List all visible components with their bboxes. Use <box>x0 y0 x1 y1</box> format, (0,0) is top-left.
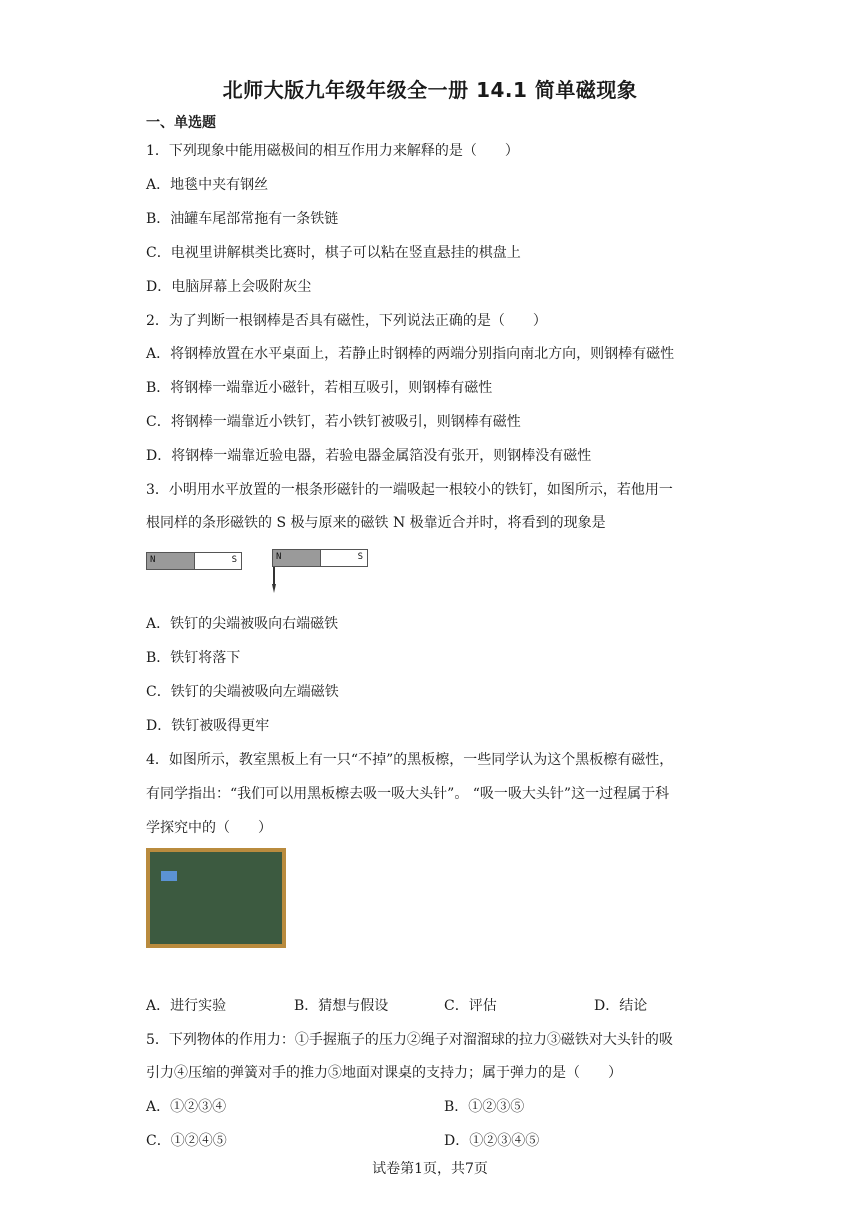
question-5-option-b: B．①②③⑤ <box>444 1099 525 1115</box>
section-heading: 一、单选题 <box>146 115 216 131</box>
question-3-option-b: B．铁钉将落下 <box>146 650 241 666</box>
question-3-option-c: C．铁钉的尖端被吸向左端磁铁 <box>146 684 339 700</box>
iron-nail-icon <box>270 566 282 594</box>
eraser-icon <box>161 871 177 881</box>
question-4-option-a: A．进行实验 <box>146 998 227 1014</box>
page-footer: 试卷第1页，共7页 <box>372 1161 488 1177</box>
question-3-stem-line-1: 3．小明用水平放置的一根条形磁针的一端吸起一根较小的铁钉，如图所示，若他用一 <box>146 482 673 498</box>
question-2-option-b: B．将钢棒一端靠近小磁针，若相互吸引，则钢棒有磁性 <box>146 380 493 396</box>
question-2-option-a: A．将钢棒放置在水平桌面上，若静止时钢棒的两端分别指向南北方向，则钢棒有磁性 <box>146 346 675 362</box>
question-5-option-d: D．①②③④⑤ <box>444 1133 540 1149</box>
right-bar-magnet <box>272 549 368 567</box>
document-title: 北师大版九年级年级全一册 14.1 简单磁现象 <box>222 78 638 102</box>
question-1-option-d: D．电脑屏幕上会吸附灰尘 <box>146 279 312 295</box>
question-4-option-c: C．评估 <box>444 998 497 1014</box>
question-3-option-a: A．铁钉的尖端被吸向右端磁铁 <box>146 616 339 632</box>
question-1-option-c: C．电视里讲解棋类比赛时，棋子可以粘在竖直悬挂的棋盘上 <box>146 245 521 261</box>
right-magnet-s-label: S <box>357 552 363 562</box>
question-2-option-d: D．将钢棒一端靠近验电器，若验电器金属箔没有张开，则钢棒没有磁性 <box>146 448 592 464</box>
question-1-stem: 1．下列现象中能用磁极间的相互作用力来解释的是（ ） <box>146 143 519 159</box>
question-4-stem-line-2: 有同学指出：“我们可以用黑板檫去吸一吸大头针”。 “吸一吸大头针”这一过程属于科 <box>146 786 670 802</box>
blackboard-figure <box>146 848 286 948</box>
question-3-stem-line-2: 根同样的条形磁铁的 S 极与原来的磁铁 N 极靠近合并时，将看到的现象是 <box>146 515 606 531</box>
left-magnet-s-label: S <box>231 555 237 565</box>
question-5-option-a: A．①②③④ <box>146 1099 227 1115</box>
magnet-figure <box>146 546 372 594</box>
question-5-option-c: C．①②④⑤ <box>146 1133 227 1149</box>
question-5-stem-line-2: 引力④压缩的弹簧对手的推力⑤地面对课桌的支持力；属于弹力的是（ ） <box>146 1065 622 1081</box>
question-4-stem-line-1: 4．如图所示，教室黑板上有一只“不掉”的黑板檫，一些同学认为这个黑板檫有磁性， <box>146 752 674 768</box>
question-2-option-c: C．将钢棒一端靠近小铁钉，若小铁钉被吸引，则钢棒有磁性 <box>146 414 521 430</box>
question-1-option-a: A．地毯中夹有钢丝 <box>146 177 269 193</box>
question-3-option-d: D．铁钉被吸得更牢 <box>146 718 270 734</box>
left-bar-magnet <box>146 552 242 570</box>
right-magnet-n-label: N <box>276 552 282 562</box>
question-4-stem-line-3: 学探究中的（ ） <box>146 820 272 836</box>
question-4-option-d: D．结论 <box>594 998 648 1014</box>
blackboard-surface <box>150 852 282 944</box>
question-5-stem-line-1: 5．下列物体的作用力：①手握瓶子的压力②绳子对溜溜球的拉力③磁铁对大头针的吸 <box>146 1032 673 1048</box>
question-2-stem: 2．为了判断一根钢棒是否具有磁性，下列说法正确的是（ ） <box>146 313 547 329</box>
question-1-option-b: B．油罐车尾部常拖有一条铁链 <box>146 211 339 227</box>
question-4-option-b: B．猜想与假设 <box>294 998 389 1014</box>
left-magnet-n-label: N <box>150 555 156 565</box>
